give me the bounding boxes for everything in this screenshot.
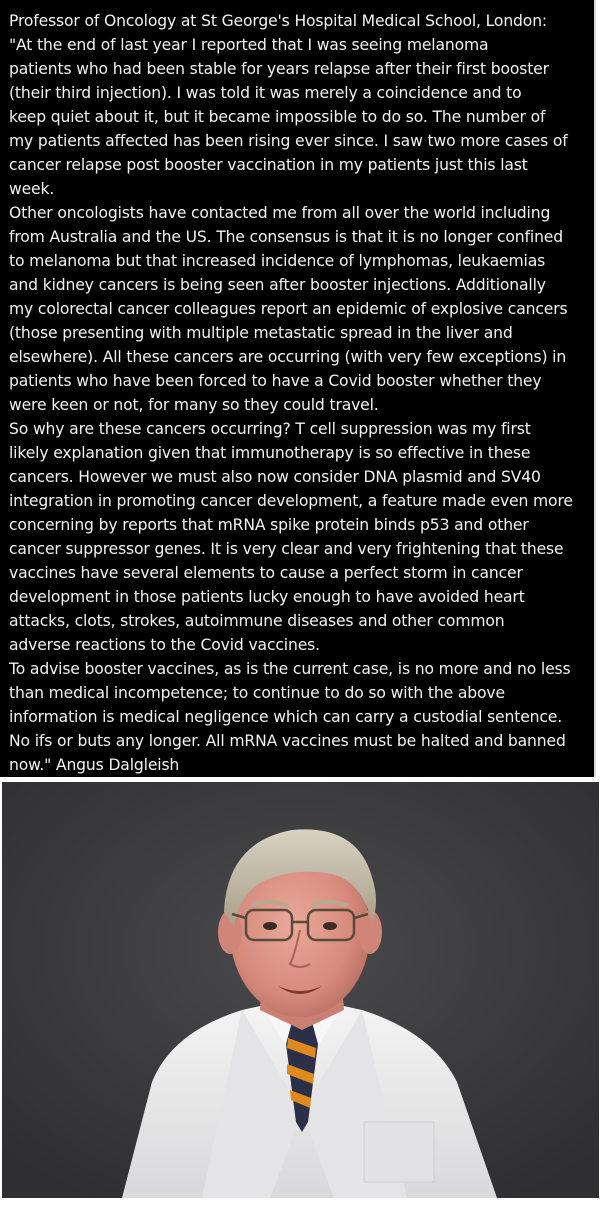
quote-line: to melanoma but that increased incidence of lymphomas, leukaemias xyxy=(9,252,546,270)
quote-line: Professor of Oncology at St George's Hospital Medical School, London: xyxy=(9,12,548,30)
quote-line: likely explanation given that immunotherapy is so effective in these xyxy=(9,444,531,462)
quote-line: than medical incompetence; to continue to do so with the above xyxy=(9,684,505,702)
quote-line: vaccines have several elements to cause a perfect storm in cancer xyxy=(9,564,523,582)
quote-line: concerning by reports that mRNA spike protein binds p53 and other xyxy=(9,516,529,534)
portrait-photo xyxy=(2,782,599,1198)
quote-line: So why are these cancers occurring? T cell suppression was my first xyxy=(9,420,531,438)
quote-line: my patients affected has been rising ever since. I saw two more cases of xyxy=(9,132,568,150)
quote-line: and kidney cancers is being seen after booster injections. Additionally xyxy=(9,276,546,294)
quote-line: "At the end of last year I reported that I was seeing melanoma xyxy=(9,36,489,54)
quote-line: patients who had been stable for years relapse after their first booster xyxy=(9,60,549,78)
quote-line: my colorectal cancer colleagues report an epidemic of explosive cancers xyxy=(9,300,568,318)
quote-line: adverse reactions to the Covid vaccines. xyxy=(9,636,320,654)
quote-line: Other oncologists have contacted me from all over the world including xyxy=(9,204,551,222)
quote-line: keep quiet about it, but it became impossible to do so. The number of xyxy=(9,108,546,126)
quote-line: (their third injection). I was told it was merely a coincidence and to xyxy=(9,84,522,102)
quote-line: development in those patients lucky enough to have avoided heart xyxy=(9,588,525,606)
quote-line: No ifs or buts any longer. All mRNA vaccines must be halted and banned xyxy=(9,732,566,750)
quote-line: information is medical negligence which can carry a custodial sentence. xyxy=(9,708,563,726)
quote-line: cancer relapse post booster vaccination in my patients just this last xyxy=(9,156,528,174)
quote-line: were keen or not, for many so they could travel. xyxy=(9,396,379,414)
quote-line: (those presenting with multiple metastatic spread in the liver and xyxy=(9,324,513,342)
quote-line: attacks, clots, strokes, autoimmune diseases and other common xyxy=(9,612,505,630)
quote-line: patients who have been forced to have a Covid booster whether they xyxy=(9,372,542,390)
quote-line: cancers. However we must also now consider DNA plasmid and SV40 xyxy=(9,468,541,486)
quote-line: integration in promoting cancer development, a feature made even more xyxy=(9,492,573,510)
coat-pocket xyxy=(364,1122,434,1182)
quote-line: week. xyxy=(9,180,55,198)
quote-line: elsewhere). All these cancers are occurring (with very few exceptions) in xyxy=(9,348,567,366)
quote-line: cancer suppressor genes. It is very clear and very frightening that these xyxy=(9,540,564,558)
quote-line: from Australia and the US. The consensus is that it is no longer confined xyxy=(9,228,563,246)
quote-line: To advise booster vaccines, as is the current case, is no more and no less xyxy=(9,660,571,678)
portrait-illustration xyxy=(2,782,599,1198)
quote-line: now." Angus Dalgleish xyxy=(9,756,180,774)
